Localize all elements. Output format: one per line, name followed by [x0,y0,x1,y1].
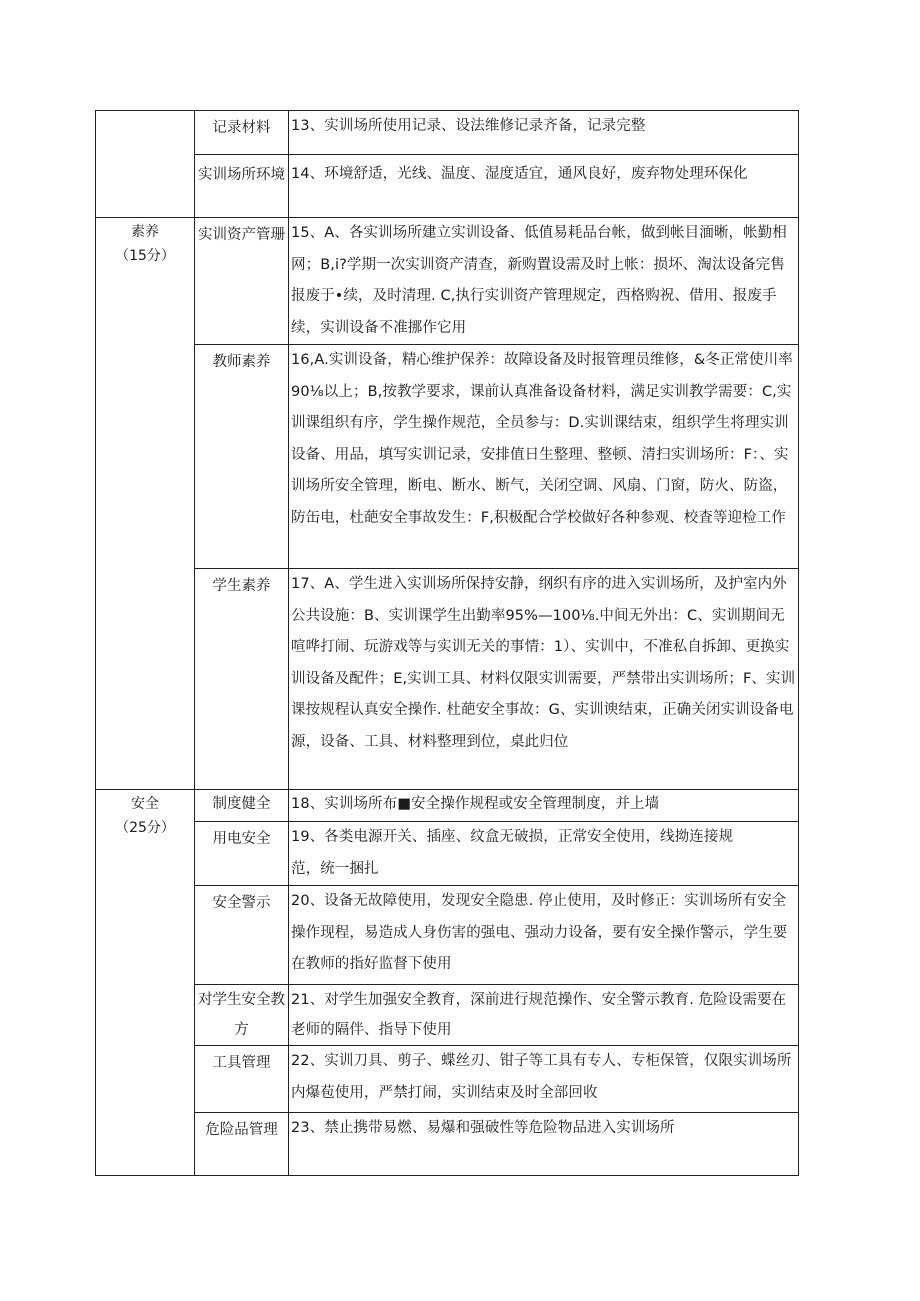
sub-item-label: 工具管理 [195,1046,289,1113]
category-points: （25分） [115,820,175,836]
table-row [96,569,799,790]
table-row [96,111,799,155]
criteria-text: 13、实训场所使用记录、设法维修记录齐备，记录完整 [289,111,799,155]
evaluation-table [95,110,799,1176]
table-row [96,886,799,985]
criteria-text: 19、各类电源开关、插座、纹盒无破损，正常安全使用，线拗连接规范，统一捆扎 [289,822,799,886]
table-row [96,822,799,886]
table-row [96,345,799,569]
criteria-text: 21、对学生加强安全教育，深前进行规范操作、安全警示教育. 危险设需要在老师的隔伴、指导下使用 [289,985,799,1046]
sub-item-label: 对学生安全教方 [195,985,289,1046]
table-row [96,985,799,1046]
sub-item-label: 记录材料 [195,111,289,155]
sub-item-label: 实训场所环境 [195,155,289,218]
table-row [96,218,799,345]
category-cell-empty [96,111,195,218]
table-row [96,155,799,218]
sub-item-label: 教师素养 [195,345,289,569]
table-row [96,790,799,822]
sub-item-label: 危险品管理 [195,1113,289,1176]
criteria-text: 20、设备无故障使用，发现安全隐患. 停止使用，及时修正：实训场所有安全操作现程，易造成人身伤害的强电、强动力设备，要有安全操作警示，学生要在教师的指好监督下使用 [289,886,799,985]
criteria-text: 23、禁止携带易燃、易爆和强破性等危险物品进入实训场所 [289,1113,799,1176]
criteria-text: 14、环境舒适，光线、温度、湿度适宜，通风良好，废弃物处理环保化 [289,155,799,218]
category-cell-safety [96,790,195,1176]
sub-item-label: 实训资产管珊 [195,218,289,345]
criteria-text: 15、A、各实训场所建立实训设备、低值易耗品台帐，做到帐目湎晰，帐勤相网；B,i?学期一次实训资产清查，新购置设需及时上帐：损坏、淘汰设备完售报废于•续，及时清理. C,执行实训资产管理规定，西格购祝、借用、报废手续，实训设备不准挪作它用 [289,218,799,345]
table-row [96,1046,799,1113]
table-row [96,1113,799,1176]
sub-item-label: 制度健全 [195,790,289,822]
category-label: 安全 [131,796,159,812]
sub-item-label: 学生素养 [195,569,289,790]
criteria-text: 22、实训刀具、剪子、蝶丝刃、钳子等工具有专人、专柜保管，仅限实训场所内爆苞使用，严禁打闹，实训结束及时全部回收 [289,1046,799,1113]
sub-item-label: 用电安全 [195,822,289,886]
sub-item-label: 安全警示 [195,886,289,985]
criteria-text: 17、A、学生进入实训场所保持安静，纲织有序的进入实训场所，及护室内外公共设施：B、实训课学生出勤率95%—100⅛.中间无外出：C、实训期间无喧哗打闹、玩游戏等与实训无关的事情：1）、实训中，不准私自拆卸、更换实训设备及配件；E,实训工具、材料仅限实训需要，严禁带出实训场所；F、实训课按规程认真安全操作. 杜葩安全事故：G、实训谀结束，正确关闭实训设备电源，设备、工具、材料整理到位，桌此归位 [289,569,799,790]
criteria-text: 18、实训场所布■安全操作规程或安全管理制度，并上墙 [289,790,799,822]
criteria-text: 16,A.实训设备，精心维护保养：故障设备及时报管理员维修，&冬正常使川率90⅛以上；B,按教学要求，课前认真准备设备材料，满足实训教学需要：C,实训课组织有序，学生操作规范，全员参与：D.实训课结束，组织学生将理实训设备、用品，填写实训记录，安排值日生整理、整顿、清扫实训场所：F：、实训场所安全管理，断电、断水、断气，关闭空调、风扇、门窗，防火、防盗，防缶电，杜葩安全事故发生：F,积极配合学校做好各种参观、校査等迎检工作 [289,345,799,569]
category-points: （15分） [115,248,175,264]
category-cell-quality [96,218,195,790]
category-label: 素养 [131,224,159,240]
